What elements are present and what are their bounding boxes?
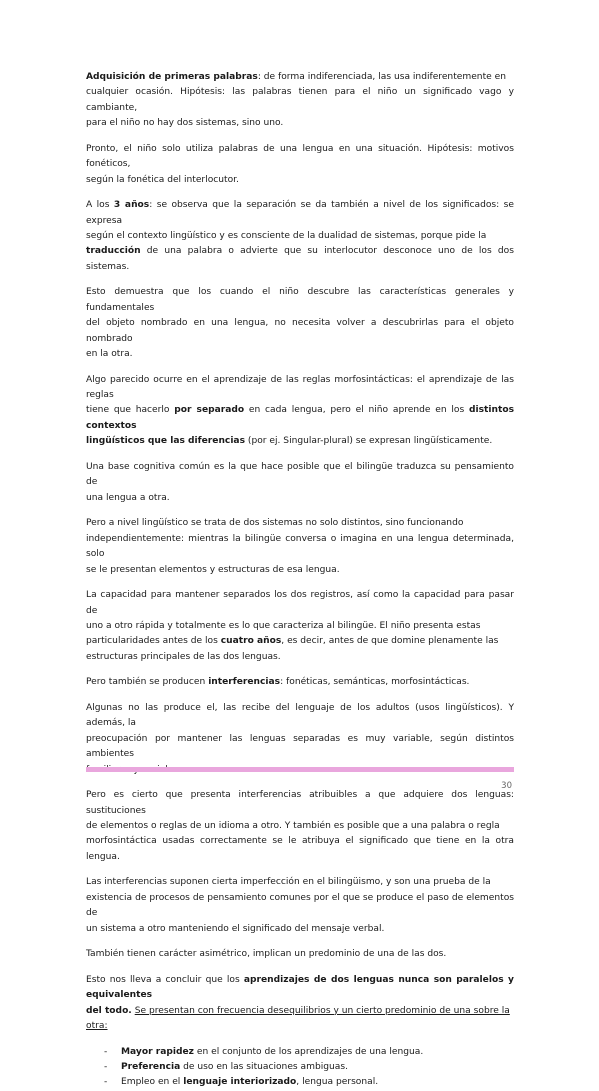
text-line bbox=[86, 1019, 514, 1034]
text-line bbox=[86, 634, 514, 649]
text-run: : fonéticas, semánticas, morfosintácticas. bbox=[280, 677, 470, 688]
list-item bbox=[86, 1075, 514, 1090]
text-run: tiene que hacerlo bbox=[86, 405, 175, 416]
text-line bbox=[86, 563, 514, 578]
text-run: La capacidad para mantener separados los dos registros, así como la capacidad para pasar de bbox=[86, 590, 514, 616]
text-run: Esto nos lleva a concluir que los bbox=[86, 974, 244, 985]
text-run: Las interferencias suponen cierta imperfección en el bilingüismo, y son una prueba de la bbox=[86, 877, 491, 888]
bold-text-run: Mayor rapidez bbox=[121, 1046, 194, 1057]
footer-divider-bar bbox=[86, 767, 514, 772]
paragraph-p14 bbox=[86, 973, 514, 1035]
text-line bbox=[86, 947, 514, 962]
bold-text-run: traducción bbox=[86, 246, 141, 257]
text-run: Pero a nivel lingüístico se trata de dos sistemas no solo distintos, sino funcionando bbox=[86, 518, 464, 529]
dash-bullet-marker: - bbox=[104, 1046, 108, 1057]
text-line bbox=[86, 788, 514, 819]
text-run: , es decir, antes de que domine plenamente las bbox=[281, 636, 499, 647]
bold-text-run: del todo. bbox=[86, 1005, 132, 1016]
text-run: A los bbox=[86, 200, 114, 211]
text-run: estructuras principales de las dos lenguas. bbox=[86, 651, 281, 662]
page-number: 30 bbox=[501, 781, 512, 791]
text-line bbox=[86, 347, 514, 362]
text-run: , lengua personal. bbox=[296, 1077, 379, 1088]
text-line bbox=[86, 70, 514, 85]
text-run: (por ej. Singular-plural) se expresan lingüísticamente. bbox=[245, 436, 493, 447]
text-run: : de forma indiferenciada, las usa indiferentemente en bbox=[257, 72, 506, 82]
bold-text-run: interferencias bbox=[208, 677, 281, 688]
text-line bbox=[86, 491, 514, 506]
bold-text-run: lingüísticos que las diferencias bbox=[86, 436, 245, 447]
text-run: Pero también se producen bbox=[86, 677, 209, 688]
text-run: También tienen carácter asimétrico, implican un predominio de una de las dos. bbox=[86, 949, 447, 960]
text-run: Empleo en el bbox=[121, 1077, 184, 1088]
text-line bbox=[86, 316, 514, 347]
text-line bbox=[86, 532, 514, 563]
paragraph-p12 bbox=[86, 875, 514, 937]
text-line bbox=[86, 116, 514, 131]
text-run: Algunas no las produce el, las recibe del lenguaje de los adultos (usos lingüísticos). Y además, la bbox=[86, 702, 514, 729]
text-run: morfosintáctica usadas correctamente se le atribuya el significado que tiene en la otra lengua. bbox=[86, 836, 514, 862]
text-run: una lengua a otra. bbox=[86, 492, 170, 503]
paragraph-p1 bbox=[86, 70, 514, 132]
list-item bbox=[86, 1045, 514, 1060]
paragraph-p8 bbox=[86, 588, 514, 665]
text-line bbox=[86, 285, 514, 316]
text-run: cualquier ocasión. Hipótesis: las palabras tienen para el niño un significado vago y cambiante, bbox=[86, 87, 514, 113]
text-line bbox=[86, 922, 514, 937]
document-body bbox=[86, 70, 514, 1091]
text-line bbox=[86, 434, 514, 449]
paragraph-p3 bbox=[86, 198, 514, 275]
bold-text-run: 3 años bbox=[113, 200, 150, 211]
text-line bbox=[86, 1004, 514, 1019]
text-run: en cada lengua, pero el niño aprende en los bbox=[244, 405, 469, 416]
text-line bbox=[86, 142, 514, 173]
text-run: en el conjunto de los aprendizajes de una lengua. bbox=[193, 1046, 424, 1057]
bold-text-run: lenguaje interiorizado bbox=[183, 1077, 297, 1088]
text-line bbox=[86, 619, 514, 634]
text-line bbox=[86, 85, 514, 116]
text-line bbox=[86, 516, 514, 531]
paragraph-p7 bbox=[86, 516, 514, 578]
text-run: Se presentan con frecuencia desequilibrios y un cierto predominio de una sobre la bbox=[134, 1005, 510, 1016]
paragraph-p2 bbox=[86, 142, 514, 188]
text-line bbox=[86, 675, 514, 690]
text-line bbox=[86, 229, 514, 244]
text-run: uno a otro rápida y totalmente es lo que caracteriza al bilingüe. El niño presenta estas bbox=[86, 620, 481, 631]
text-run: preocupación por mantener las lenguas separadas es muy variable, según distintos ambientes bbox=[86, 733, 514, 760]
text-run: : se observa que la separación se da también a nivel de los significados: se expresa bbox=[86, 200, 514, 226]
text-run: de una palabra o advierte que su interlocutor desconoce uno de los dos sistemas. bbox=[86, 246, 514, 272]
bold-text-run: cuatro años bbox=[220, 636, 282, 647]
paragraph-p9 bbox=[86, 675, 514, 690]
text-line bbox=[86, 373, 514, 404]
text-line bbox=[86, 198, 514, 229]
bullet-list bbox=[86, 1045, 514, 1091]
text-run: según la fonética del interlocutor. bbox=[86, 174, 239, 185]
paragraph-p6 bbox=[86, 460, 514, 506]
bold-text-run: Preferencia bbox=[121, 1061, 181, 1072]
text-run: un sistema a otro manteniendo el significado del mensaje verbal. bbox=[86, 923, 385, 934]
bold-text-run: Adquisición de primeras palabras bbox=[86, 72, 258, 82]
bold-text-run: distintos contextos bbox=[86, 405, 514, 431]
text-run: otra: bbox=[86, 1020, 108, 1031]
bold-text-run: aprendizajes de dos lenguas nunca son paralelos y equivalentes bbox=[86, 974, 514, 1001]
text-run: Pronto, el niño solo utiliza palabras de una lengua en una situación. Hipótesis: motivos fonéticos, bbox=[86, 143, 514, 170]
text-run: existencia de procesos de pensamiento comunes por el que se produce el paso de elementos de bbox=[86, 892, 514, 919]
text-line bbox=[86, 834, 514, 865]
text-run: particularidades antes de los bbox=[86, 636, 221, 647]
text-run: según el contexto lingüístico y es consciente de la dualidad de sistemas, porque pide la bbox=[86, 231, 487, 242]
text-run: se le presentan elementos y estructuras de esa lengua. bbox=[86, 564, 340, 575]
text-run: en la otra. bbox=[86, 349, 133, 360]
text-line bbox=[86, 701, 514, 732]
dash-bullet-marker: - bbox=[104, 1077, 108, 1088]
text-run: independientemente: mientras la bilingüe conversa o imagina en una lengua determinada, solo bbox=[86, 533, 514, 560]
text-line bbox=[86, 650, 514, 665]
dash-bullet-marker: - bbox=[104, 1061, 108, 1072]
text-line bbox=[86, 891, 514, 922]
text-line bbox=[86, 732, 514, 763]
text-line bbox=[86, 403, 514, 434]
text-line bbox=[86, 588, 514, 619]
text-line bbox=[86, 973, 514, 1004]
paragraph-p13 bbox=[86, 947, 514, 962]
text-run: Pero es cierto que presenta interferencias atribuibles a que adquiere dos lenguas: sustituciones bbox=[86, 790, 514, 816]
text-line bbox=[86, 460, 514, 491]
text-line bbox=[86, 875, 514, 890]
text-line bbox=[86, 244, 514, 275]
text-run: Una base cognitiva común es la que hace posible que el bilingüe traduzca su pensamiento de bbox=[86, 461, 514, 488]
paragraph-p4 bbox=[86, 285, 514, 362]
bold-text-run: por separado bbox=[174, 405, 245, 416]
text-run: Algo parecido ocurre en el aprendizaje de las reglas morfosintácticas: el aprendizaje de las reglas bbox=[86, 374, 514, 401]
paragraph-p11 bbox=[86, 788, 514, 865]
text-run: Esto demuestra que los cuando el niño descubre las características generales y fundamentales bbox=[86, 287, 514, 313]
text-line bbox=[86, 173, 514, 188]
text-run: de uso en las situaciones ambiguas. bbox=[180, 1061, 349, 1072]
text-line bbox=[86, 819, 514, 834]
text-run: de elementos o reglas de un idioma a otro. Y también es posible que a una palabra o regla bbox=[86, 820, 500, 831]
paragraph-p5 bbox=[86, 373, 514, 450]
text-run: del objeto nombrado en una lengua, no necesita volver a descubrirlas para el objeto nombrado bbox=[86, 318, 514, 344]
text-run: para el niño no hay dos sistemas, sino uno. bbox=[86, 118, 284, 129]
list-item bbox=[86, 1060, 514, 1075]
